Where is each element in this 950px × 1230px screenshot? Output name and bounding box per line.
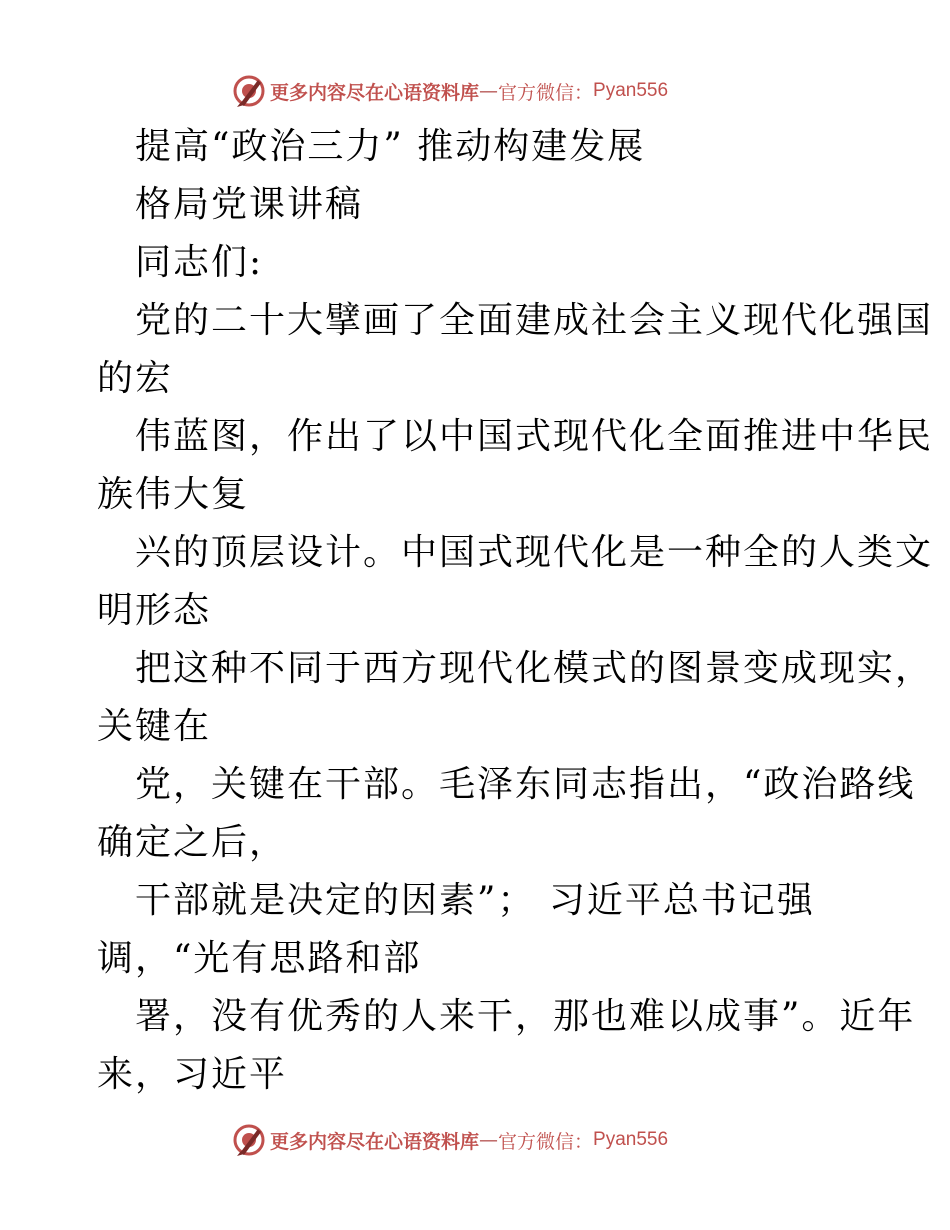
banner-wechat-label: 官方微信： <box>498 81 594 104</box>
doc-line: 关键在 <box>97 706 212 747</box>
doc-line: 提高“政治三力” 推动构建发展 <box>135 126 646 167</box>
doc-line: 族伟大复 <box>97 474 250 515</box>
document-body <box>97 118 934 1104</box>
pen-logo-icon <box>232 74 266 108</box>
doc-line: 来，习近平 <box>97 1054 288 1095</box>
pen-logo-icon <box>232 1123 266 1157</box>
doc-line: 同志们: <box>135 242 264 283</box>
banner-main-text: 更多内容尽在心语资料库 <box>270 1130 480 1153</box>
banner-wechat-id: Pyan556 <box>593 80 669 101</box>
header-banner <box>232 71 712 111</box>
banner-wechat-id: Pyan556 <box>593 1129 669 1150</box>
footer-banner <box>232 1120 712 1160</box>
doc-line: 干部就是决定的因素”； 习近平总书记强 <box>135 880 815 921</box>
doc-line: 确定之后， <box>97 822 288 863</box>
doc-line: 格局党课讲稿 <box>135 184 364 225</box>
doc-line: 把这种不同于西方现代化模式的图景变成现实， <box>135 648 934 689</box>
banner-wechat-label: 官方微信： <box>498 1130 594 1153</box>
doc-line: 党的二十大擘画了全面建成社会主义现代化强国 <box>135 300 934 341</box>
doc-line: 明形态 <box>97 590 212 631</box>
doc-line: 调，“光有思路和部 <box>97 938 422 979</box>
doc-line: 伟蓝图，作出了以中国式现代化全面推进中华民 <box>135 416 934 457</box>
banner-main-text: 更多内容尽在心语资料库 <box>270 81 480 104</box>
doc-line: 兴的顶层设计。中国式现代化是一种全的人类文 <box>135 532 934 573</box>
doc-line: 党，关键在干部。毛泽东同志指出，“政治路线 <box>135 764 916 805</box>
banner-separator: — <box>479 1129 499 1151</box>
doc-line: 的宏 <box>97 358 174 399</box>
doc-line: 署，没有优秀的人来干，那也难以成事”。近年 <box>135 996 916 1037</box>
banner-separator: — <box>479 80 499 102</box>
